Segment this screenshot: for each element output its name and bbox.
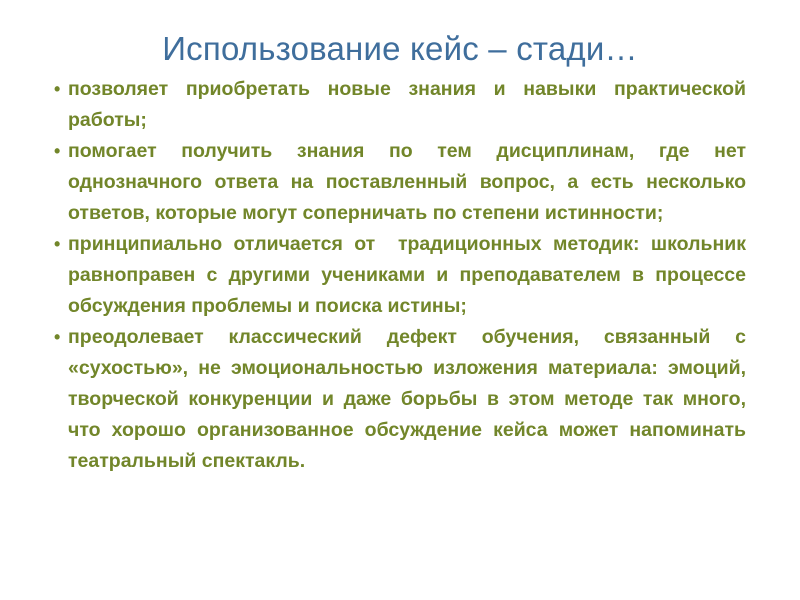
bullet-text: принципиально отличается от традиционных методик: школьник равноправен с другими учениками и преподавателем в процессе обсуждения проблемы и поиска истины;	[68, 233, 752, 317]
bullet-list	[52, 74, 752, 477]
slide-title: Использование кейс – стади…	[162, 30, 638, 67]
bullet-dot-icon: •	[54, 141, 61, 161]
bullet-item	[52, 74, 746, 136]
bullet-dot-icon: •	[54, 234, 61, 254]
bullet-text: преодолевает классический дефект обучения, связанный с «сухостью», не эмоциональностью изложения материала: эмоций, творческой конкуренции и даже борьбы в этом методе так много, что хорошо организованное обсуждение кейса может напоминать театральный спектакль.	[68, 326, 746, 472]
bullet-text: помогает получить знания по тем дисциплинам, где нет однозначного ответа на поставленный вопрос, а есть несколько ответов, которые могут соперничать по степени истинности;	[68, 140, 746, 224]
bullet-dot-icon: •	[54, 79, 61, 99]
bullet-item	[52, 322, 746, 477]
bullet-dot-icon: •	[54, 327, 61, 347]
bullet-text: позволяет приобретать новые знания и навыки практической работы;	[68, 78, 746, 131]
bullet-item	[52, 229, 752, 322]
bullet-item	[52, 136, 746, 229]
